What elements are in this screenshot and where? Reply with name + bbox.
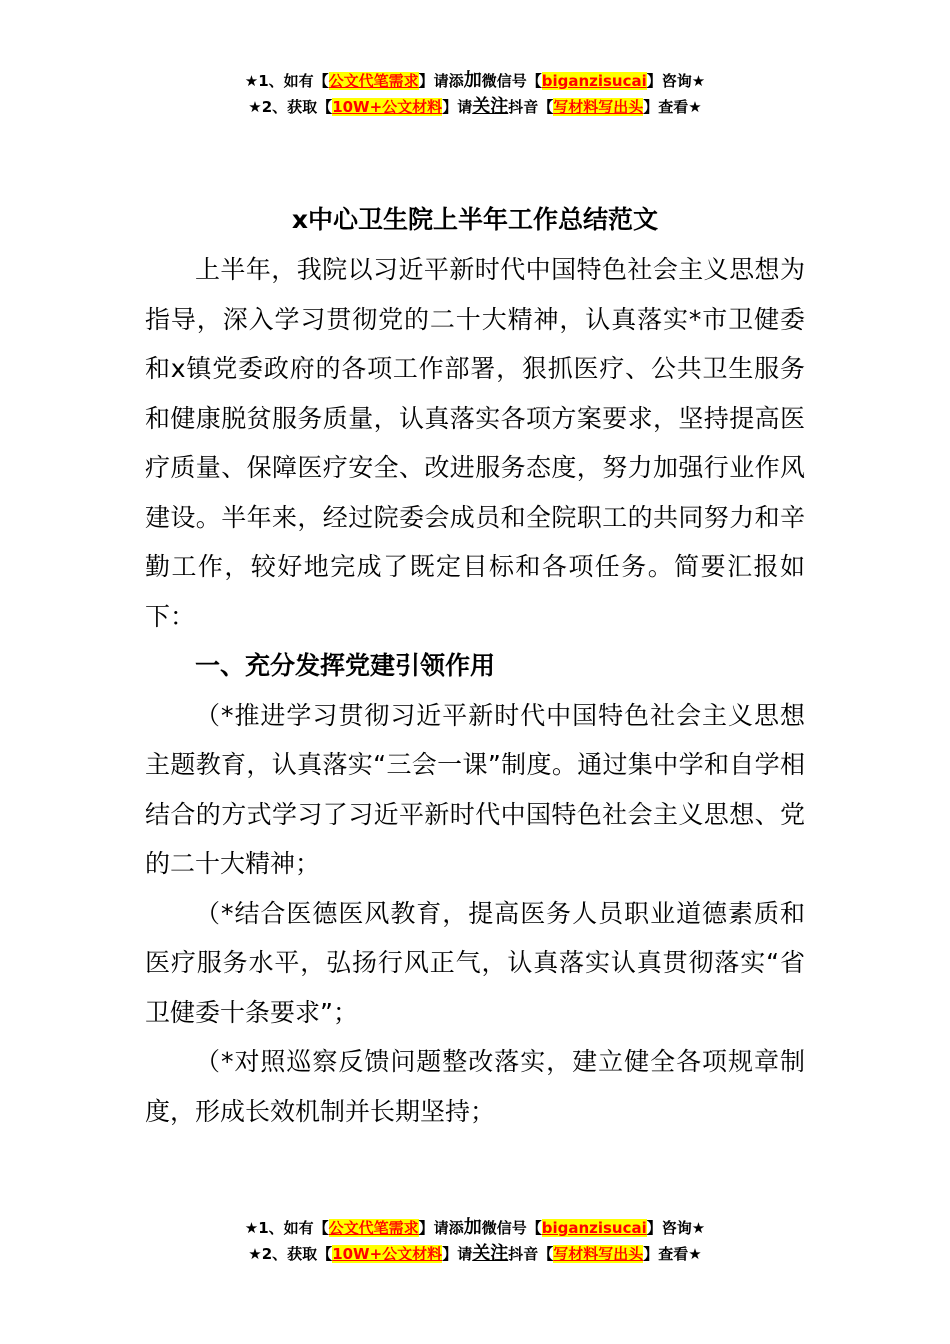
banner-highlight-wechat: biganzisucai [541,72,647,90]
section-heading: 一、充分发挥党建引领作用 [195,651,496,680]
banner-line-1 [0,68,950,94]
banner-text: 】请添 [418,1219,464,1237]
banner-text: 】查看★ [643,98,702,116]
banner-text: 抖音【 [508,1245,554,1263]
banner-highlight-service: 公文代笔需求 [328,1219,419,1237]
list-item: （*对照巡察反馈问题整改落实，建立健全各项规章制度，形成长效机制并长期坚持； [145,1047,805,1126]
banner-text: 加 [463,1217,482,1238]
list-item: （*推进学习贯彻习近平新时代中国特色社会主义思想主题教育，认真落实“三会一课”制度。通过集中学和自学相结合的方式学习了习近平新时代中国特色社会主义思想、党的二十大精神； [145,700,805,878]
banner-text: 关注 [472,1243,509,1264]
banner-text: ★1、如有【 [244,72,329,90]
banner-text: 微信号【 [481,72,542,90]
document-title: x中心卫生院上半年工作总结范文 [291,205,659,234]
banner-text: 加 [463,70,482,91]
banner-text: 】请 [442,1245,473,1263]
banner-text: 】咨询★ [646,1219,706,1237]
banner-text: 关注 [472,96,509,117]
banner-text: ★1、如有【 [244,1219,329,1237]
document-body [145,195,805,1136]
banner-highlight-materials: 10W+公文材料 [332,1245,443,1263]
banner-text: ★2、获取【 [248,1245,333,1263]
banner-text: 】请 [442,98,473,116]
header-banner [0,68,950,120]
banner-text: 抖音【 [508,98,554,116]
banner-text: 】咨询★ [646,72,706,90]
banner-highlight-service: 公文代笔需求 [328,72,419,90]
list-item: （*结合医德医风教育，提高医务人员职业道德素质和医疗服务水平，弘扬行风正气，认真落实认真贯彻落实“省卫健委十条要求”； [145,898,805,1027]
banner-text: 】请添 [418,72,464,90]
banner-highlight-wechat: biganzisucai [541,1219,647,1237]
banner-line-2 [0,94,950,120]
footer-banner [0,1215,950,1267]
banner-highlight-douyin: 写材料写出头 [553,98,644,116]
banner-line-2 [0,1241,950,1267]
banner-highlight-douyin: 写材料写出头 [553,1245,644,1263]
intro-paragraph: 上半年，我院以习近平新时代中国特色社会主义思想为指导，深入学习贯彻党的二十大精神，认真落实*市卫健委和x镇党委政府的各项工作部署，狠抓医疗、公共卫生服务和健康脱贫服务质量，认真落实各项方案要求，坚持提高医疗质量、保障医疗安全、改进服务态度，努力加强行业作风建设。半年来，经过院委会成员和全院职工的共同努力和辛勤工作，较好地完成了既定目标和各项任务。简要汇报如下： [145,255,805,631]
banner-text: 】查看★ [643,1245,702,1263]
banner-text: ★2、获取【 [248,98,333,116]
banner-text: 微信号【 [481,1219,542,1237]
banner-highlight-materials: 10W+公文材料 [332,98,443,116]
banner-line-1 [0,1215,950,1241]
